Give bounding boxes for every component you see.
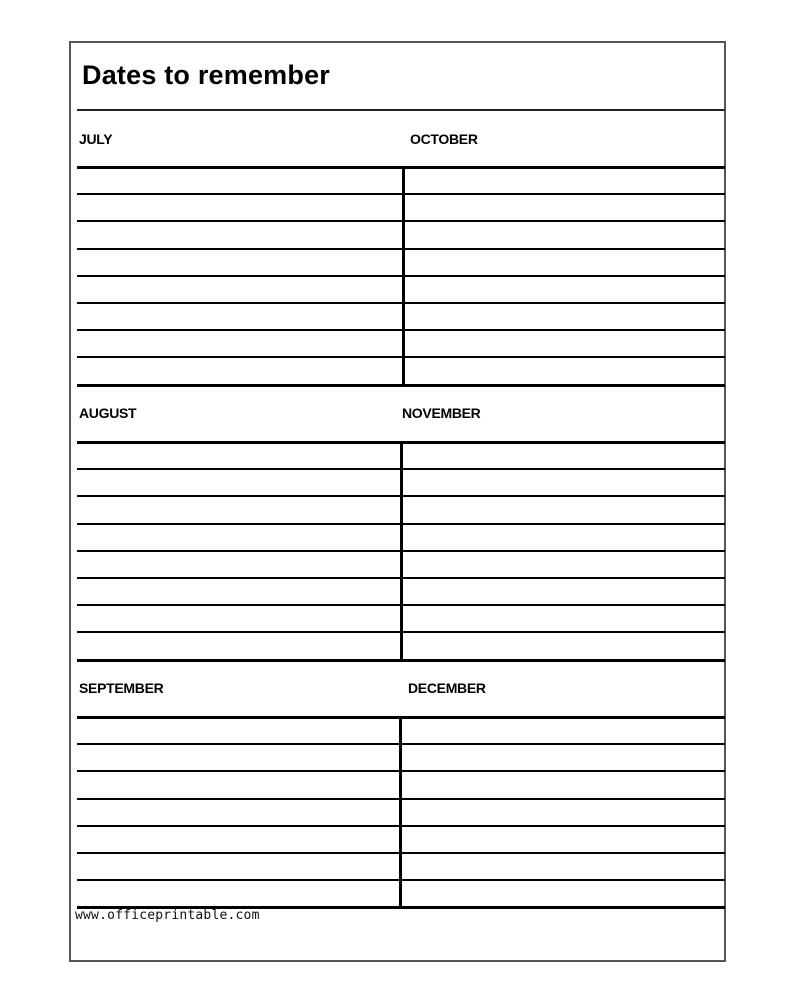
left-entry-line[interactable] (77, 470, 400, 495)
left-entry-line[interactable] (77, 552, 400, 577)
right-entry-line[interactable] (403, 470, 725, 495)
right-entry-line[interactable] (403, 552, 725, 577)
footer-url: www.officeprintable.com (75, 908, 260, 923)
entry-lines (77, 716, 725, 908)
ruled-line (77, 659, 725, 662)
section-august-november (77, 405, 725, 660)
left-entry-line[interactable] (77, 443, 400, 468)
section-july-october (77, 131, 725, 385)
right-entry-line[interactable] (402, 881, 725, 906)
right-entry-line[interactable] (405, 250, 725, 275)
right-entry-line[interactable] (405, 222, 725, 247)
page-title: Dates to remember (82, 60, 330, 90)
right-entry-line[interactable] (405, 331, 725, 356)
left-entry-line[interactable] (77, 881, 399, 906)
right-entry-line[interactable] (402, 718, 725, 743)
right-entry-line[interactable] (403, 525, 725, 550)
ruled-line (77, 384, 725, 387)
right-entry-line[interactable] (403, 606, 725, 631)
month-label-december: DECEMBER (408, 680, 486, 696)
left-entry-line[interactable] (77, 633, 400, 658)
left-entry-line[interactable] (77, 168, 402, 193)
month-label-september: SEPTEMBER (79, 680, 164, 696)
left-entry-line[interactable] (77, 718, 399, 743)
left-entry-line[interactable] (77, 525, 400, 550)
title-divider (77, 109, 725, 111)
right-entry-line[interactable] (405, 358, 725, 383)
left-entry-line[interactable] (77, 277, 402, 302)
right-entry-line[interactable] (403, 497, 725, 522)
right-entry-line[interactable] (405, 168, 725, 193)
right-entry-line[interactable] (402, 800, 725, 825)
left-entry-line[interactable] (77, 222, 402, 247)
section-september-december (77, 680, 725, 908)
month-label-august: AUGUST (79, 405, 137, 421)
month-label-july: JULY (79, 131, 113, 147)
right-entry-line[interactable] (402, 854, 725, 879)
entry-lines (77, 441, 725, 660)
left-entry-line[interactable] (77, 800, 399, 825)
month-label-october: OCTOBER (410, 131, 478, 147)
right-entry-line[interactable] (405, 277, 725, 302)
left-entry-line[interactable] (77, 250, 402, 275)
right-entry-line[interactable] (403, 443, 725, 468)
left-entry-line[interactable] (77, 358, 402, 383)
right-entry-line[interactable] (402, 772, 725, 797)
left-entry-line[interactable] (77, 854, 399, 879)
right-entry-line[interactable] (405, 195, 725, 220)
right-entry-line[interactable] (405, 304, 725, 329)
left-entry-line[interactable] (77, 579, 400, 604)
left-entry-line[interactable] (77, 331, 402, 356)
right-entry-line[interactable] (402, 827, 725, 852)
right-entry-line[interactable] (403, 579, 725, 604)
month-label-november: NOVEMBER (402, 405, 481, 421)
right-entry-line[interactable] (403, 633, 725, 658)
left-entry-line[interactable] (77, 304, 402, 329)
left-entry-line[interactable] (77, 827, 399, 852)
entry-lines (77, 166, 725, 385)
left-entry-line[interactable] (77, 497, 400, 522)
left-entry-line[interactable] (77, 195, 402, 220)
left-entry-line[interactable] (77, 772, 399, 797)
left-entry-line[interactable] (77, 606, 400, 631)
right-entry-line[interactable] (402, 745, 725, 770)
left-entry-line[interactable] (77, 745, 399, 770)
